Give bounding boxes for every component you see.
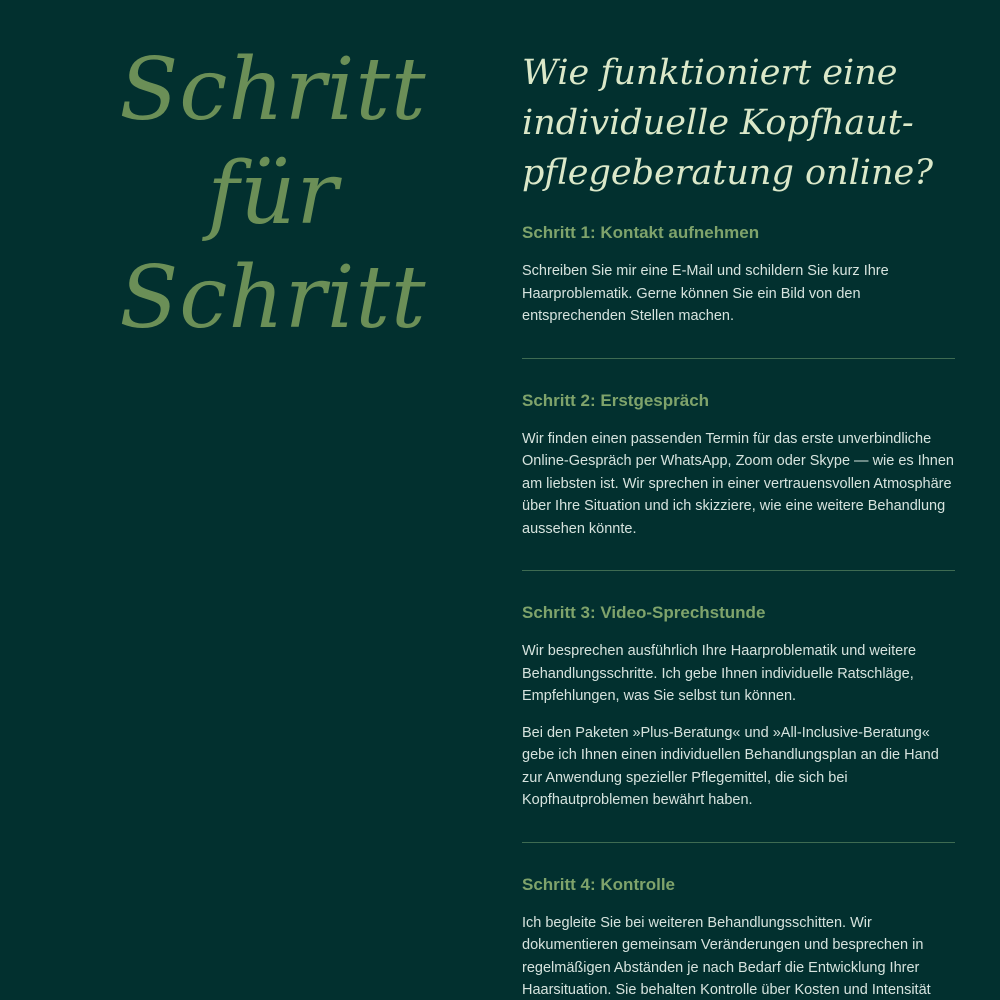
step-3 [522,570,955,812]
step-1-title: Schritt 1: Kontakt aufnehmen [522,223,760,242]
step-3-title: Schritt 3: Video-Sprechstunde [522,603,766,622]
step-1 [522,198,955,328]
heading-line-2: individuelle Kopfhaut- [522,103,914,143]
step-4 [522,842,955,1000]
step-2-text: Wir finden einen passenden Termin für das erste unverbindliche Online-Gespräch per WhatsApp, Zoom oder Skype — wie es Ihnen am liebsten ist. Wir sprechen in einer vertrauensvollen Atmosphäre über Ihre Situation und ich skizziere, wie eine weitere Behandlung aussehen könnte. [522,430,954,537]
step-3-text-2: Bei den Paketen »Plus-Beratung« und »All-Inclusive-Beratung« gebe ich Ihnen einen individuellen Behandlungsplan an die Hand zur Anwendung spezieller Pflegemittel, die sich bei Kopfhautproblemen bewährt haben. [522,724,939,808]
step-1-text: Schreiben Sie mir eine E-Mail und schildern Sie kurz Ihre Haarproblematik. Gerne können Sie ein Bild von den entsprechenden Stellen machen. [522,263,889,324]
page-heading [522,48,955,198]
step-3-text-1: Wir besprechen ausführlich Ihre Haarproblematik und weitere Behandlungsschritte. Ich gebe Ihnen individuelle Ratschläge, Empfehlungen, was Sie selbst tun können. [522,643,917,704]
script-title-line-3: Schritt [119,248,427,348]
step-2 [522,358,955,541]
steps-column [522,48,955,1000]
step-4-text: Ich begleite Sie bei weiteren Behandlungsschitten. Wir dokumentieren gemeinsam Veränderungen und besprechen in regelmäßigen Abständen je nach Bedarf die Entwicklung Ihrer Haarsituation. Sie behalten Kontrolle über Kosten und Intensität [522,914,931,998]
heading-line-3: pflegeberatung online? [522,153,933,193]
step-4-title: Schritt 4: Kontrolle [522,874,676,894]
step-2-title: Schritt 2: Erstgespräch [522,390,710,410]
section-script-title [108,38,438,350]
script-title-line-2: für [207,144,339,244]
script-title-line-1: Schritt [119,40,427,140]
heading-line-1: Wie funktioniert eine [522,53,898,93]
